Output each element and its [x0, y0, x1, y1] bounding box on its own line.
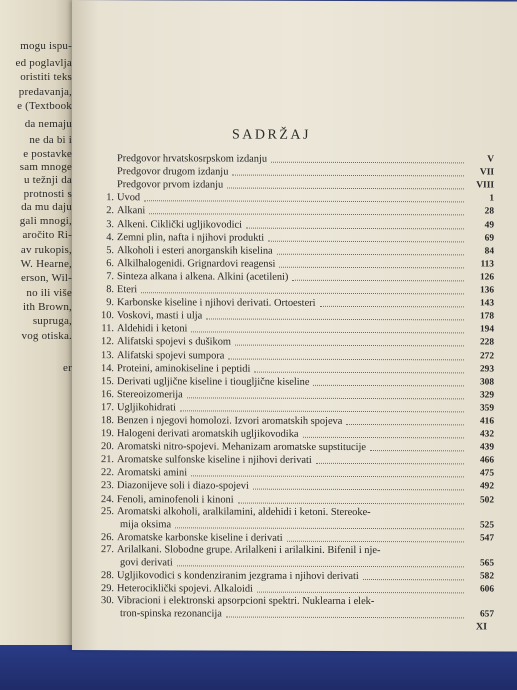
- toc-entry-number: 24.: [101, 493, 114, 505]
- leader-dots: [316, 463, 464, 465]
- table-of-contents: [94, 152, 494, 621]
- leader-dots: [363, 579, 464, 580]
- leader-dots: [271, 162, 464, 164]
- leader-dots: [268, 240, 464, 242]
- toc-entry-page: 606: [479, 584, 494, 595]
- toc-entry-title: Diazonijeve soli i diazo-spojevi: [117, 480, 249, 493]
- toc-entry-page: 272: [479, 350, 494, 361]
- left-page-text-fragment: e (Textbook: [17, 100, 72, 112]
- toc-entry-number: 29.: [101, 583, 114, 595]
- leader-dots: [187, 397, 464, 399]
- toc-entry-number: 27.: [101, 543, 114, 555]
- left-page-text-fragment: erson, Wil-: [20, 272, 72, 284]
- toc-entry-title: Ugljikohidrati: [117, 402, 176, 414]
- leader-dots: [320, 306, 464, 308]
- toc-entry-number: 23.: [101, 480, 114, 492]
- toc-entry-number: 4.: [106, 231, 114, 243]
- toc-entry-number: 15.: [101, 375, 114, 387]
- leader-dots: [235, 345, 464, 347]
- leader-dots: [246, 227, 464, 229]
- leader-dots: [287, 540, 464, 542]
- toc-entry-page: 359: [479, 403, 494, 414]
- toc-entry-page: 228: [479, 337, 494, 348]
- toc-entry-title: Alifatski spojevi sumpora: [117, 349, 225, 362]
- left-page-text-fragment: supruga,: [32, 315, 72, 327]
- toc-entry-page: 1: [489, 193, 494, 204]
- leader-dots: [177, 565, 464, 567]
- left-page-text-fragment: e postavke: [23, 148, 72, 160]
- toc-entry-title: Aromatski nitro-spojevi. Mehanizam aromatske supstitucije: [117, 441, 367, 454]
- toc-entry-title: Karbonske kiseline i njihovi derivati. Ortoesteri: [117, 297, 316, 309]
- toc-entry-number: 9.: [106, 297, 114, 309]
- toc-entry-number: 11.: [101, 323, 114, 335]
- toc-entry-page: 49: [484, 220, 494, 231]
- toc-entry-number: 19.: [101, 428, 114, 440]
- toc-entry-number: 18.: [101, 415, 114, 427]
- leader-dots: [149, 214, 464, 216]
- toc-entry-page: 547: [479, 533, 494, 544]
- leader-dots: [277, 253, 464, 255]
- toc-entry-number: 5.: [106, 244, 114, 256]
- toc-entry-page: 69: [484, 233, 494, 244]
- leader-dots: [180, 410, 464, 412]
- toc-entry-number: 21.: [101, 454, 114, 466]
- toc-entry-title: Predgovor drugom izdanju: [117, 166, 229, 178]
- toc-entry-page: V: [487, 154, 494, 165]
- toc-entry-page: 329: [479, 390, 494, 401]
- toc-entry-page: 582: [479, 571, 494, 582]
- toc-entry-title: Predgovor prvom izdanju: [117, 179, 224, 191]
- toc-entry-page: 308: [479, 377, 494, 388]
- previous-page-edge: [0, 0, 78, 645]
- toc-entry-title: Uvod: [117, 192, 141, 204]
- leader-dots: [227, 188, 464, 190]
- toc-entry-number: 26.: [101, 531, 114, 543]
- toc-entry-title-continued: tron-spinska rezonancija: [120, 608, 222, 620]
- toc-entry-title: Alifatski spojevi s dušikom: [117, 336, 232, 348]
- toc-entry-title: Alkani: [117, 205, 146, 217]
- toc-entry-page: 194: [479, 324, 494, 335]
- leader-dots: [226, 617, 464, 619]
- leader-dots: [228, 358, 464, 360]
- toc-entry-number: 14.: [101, 362, 114, 374]
- toc-entry-title: Derivati ugljične kiseline i tiougljične kiseline: [117, 375, 310, 388]
- toc-entry-page: 113: [480, 259, 494, 270]
- leader-dots: [141, 292, 464, 294]
- left-page-text-fragment: da nemaju: [24, 118, 72, 130]
- toc-entry-number: 25.: [101, 505, 114, 517]
- toc-entry-number: 17.: [101, 401, 114, 414]
- left-page-text-fragment: no ili više: [26, 287, 72, 299]
- toc-entry-title: Aromatski alkoholi, aralkilamini, aldehidi i ketoni. Stereoke-: [117, 505, 371, 518]
- toc-entry-page: 475: [479, 468, 494, 479]
- toc-entry-title: Eteri: [117, 284, 138, 296]
- left-page-text-fragment: av rukopis,: [20, 244, 72, 256]
- toc-entry-number: 16.: [101, 388, 114, 400]
- toc-entry-page: 178: [479, 311, 494, 322]
- toc-entry-number: 28.: [101, 570, 114, 582]
- toc-entry-title-continued: govi derivati: [120, 556, 173, 569]
- leader-dots: [370, 450, 464, 451]
- left-page-text-fragment: ed poglavlja: [15, 57, 72, 69]
- toc-entry-page: 466: [479, 455, 494, 466]
- toc-entry-page: 293: [479, 364, 494, 375]
- toc-entry-page: 439: [479, 442, 494, 453]
- toc-entry-page: VIII: [476, 180, 494, 191]
- toc-entry-title: Ugljikovodici s kondenziranim jezgrama i njihovi derivati: [117, 570, 359, 582]
- toc-entry-title: Vibracioni i elektronski apsorpcioni spektri. Nuklearna i elek-: [117, 595, 375, 608]
- toc-entry-page: 432: [479, 429, 494, 440]
- left-page-text-fragment: W. Hearne,: [20, 258, 72, 270]
- toc-entry-page: 136: [479, 285, 494, 296]
- toc-entry-title: Fenoli, aminofenoli i kinoni: [117, 493, 234, 506]
- toc-entry-title: Benzen i njegovi homolozi. Izvori aromatskih spojeva: [117, 415, 343, 427]
- leader-dots: [175, 527, 464, 529]
- toc-entry-title: Arilalkani. Slobodne grupe. Arilalkeni i arilalkini. Bifenil i nje-: [117, 543, 381, 556]
- toc-entry-number: 12.: [101, 336, 114, 348]
- toc-entry-title: Zemni plin, nafta i njihovi produkti: [117, 231, 265, 244]
- left-page-text-fragment: gali mnogi,: [19, 215, 72, 227]
- toc-entry-title: Alkilhalogenidi. Grignardovi reagensi: [117, 258, 276, 270]
- left-page-text-fragment: ith Brown,: [22, 301, 72, 313]
- leader-dots: [346, 424, 464, 425]
- toc-entry-number: 7.: [106, 271, 114, 283]
- book-cover-bottom: [0, 645, 517, 690]
- leader-dots: [279, 267, 464, 269]
- leader-dots: [254, 371, 464, 373]
- toc-entry-title: Stereoizomerija: [117, 388, 183, 401]
- leader-dots: [232, 175, 464, 177]
- toc-entry-title: Aromatske sulfonske kiseline i njihovi derivati: [117, 454, 312, 467]
- left-page-text-fragment: mogu ispu-: [20, 40, 72, 52]
- toc-entry-title: Proteini, aminokiseline i peptidi: [117, 362, 251, 375]
- toc-entry-page: VII: [479, 167, 494, 178]
- toc-entry-number: 22.: [101, 467, 114, 479]
- toc-entry-number: 8.: [106, 284, 114, 296]
- toc-entry-title: Aromatski amini: [117, 467, 188, 479]
- toc-entry-number: 20.: [101, 441, 114, 453]
- toc-entry-continuation: [94, 607, 494, 621]
- page-number: XI: [475, 621, 487, 633]
- leader-dots: [292, 280, 464, 282]
- left-page-text-fragment: predavanja,: [18, 86, 72, 98]
- leader-dots: [191, 476, 464, 478]
- toc-entry-page: 126: [479, 272, 494, 283]
- toc-entry-number: 1.: [106, 192, 114, 204]
- leader-dots: [191, 332, 464, 334]
- toc-entry-page: 143: [479, 298, 494, 309]
- left-page-text-fragment: oristiti teks: [20, 71, 72, 83]
- toc-entry-page: 525: [479, 520, 494, 531]
- left-page-text-fragment: da mu daju: [21, 201, 72, 213]
- toc-entry-page: 416: [479, 416, 494, 427]
- toc-entry-number: 3.: [106, 218, 114, 230]
- toc-entry-page: 492: [479, 481, 494, 492]
- left-page-text-fragment: vog otiska.: [21, 330, 72, 342]
- toc-entry-page: 28: [484, 206, 494, 217]
- leader-dots: [144, 201, 464, 203]
- leader-dots: [238, 502, 464, 504]
- toc-entry-title: Sinteza alkana i alkena. Alkini (acetileni): [117, 271, 289, 283]
- left-page-text-fragment: ne da bi i: [29, 134, 72, 146]
- leader-dots: [206, 319, 464, 321]
- left-page-text-fragment: u težnji da: [23, 174, 72, 186]
- toc-entry-title: Aromatske karbonske kiseline i derivati: [117, 531, 283, 544]
- toc-entry-title: Predgovor hrvatskosrpskom izdanju: [117, 153, 268, 165]
- toc-entry-number: 6.: [106, 257, 114, 269]
- toc-entry-page: 565: [479, 558, 494, 569]
- toc-entry-page: 502: [479, 494, 494, 506]
- toc-entry-title: Voskovi, masti i ulja: [117, 310, 203, 322]
- toc-entry-title-continued: mija oksima: [120, 518, 172, 530]
- leader-dots: [257, 592, 464, 594]
- left-page-text-fragment: er: [63, 362, 72, 374]
- page-title: SADRŽAJ: [232, 127, 311, 143]
- left-page-text-fragment: sam mnoge: [19, 161, 72, 173]
- toc-entry-number: 10.: [101, 310, 114, 322]
- left-page-text-fragment: aročito Ri-: [22, 229, 72, 241]
- leader-dots: [313, 385, 464, 387]
- toc-entry-page: 84: [484, 246, 494, 257]
- toc-entry-title: Halogeni derivati aromatskih ugljikovodika: [117, 428, 299, 440]
- contents-page: [72, 0, 517, 652]
- toc-entry-number: 30.: [101, 595, 114, 607]
- leader-dots: [303, 437, 464, 439]
- toc-entry-title: Alkeni. Ciklički ugljikovodici: [117, 218, 242, 231]
- toc-entry-page: 657: [479, 609, 494, 620]
- toc-entry-number: 13.: [101, 349, 114, 361]
- left-page-text-fragment: protnosti s: [23, 188, 72, 200]
- toc-entry-title: Aldehidi i ketoni: [117, 323, 188, 335]
- toc-entry-title: Alkoholi i esteri anorganskih kiselina: [117, 244, 273, 257]
- leader-dots: [253, 489, 464, 491]
- toc-entry-number: 2.: [106, 205, 114, 217]
- toc-entry-title: Heterociklički spojevi. Alkaloidi: [117, 583, 253, 595]
